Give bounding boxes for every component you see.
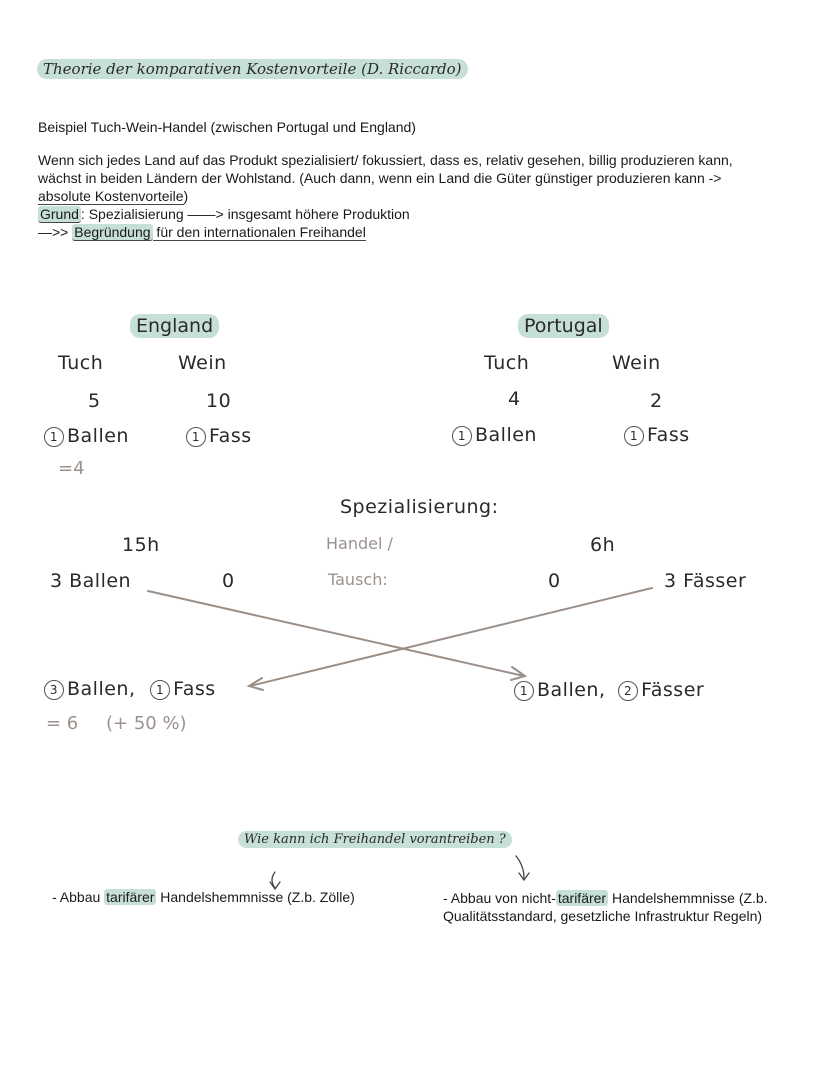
spezialisierung-title: Spezialisierung: (340, 496, 499, 518)
answer-right-line-1: - Abbau von nicht- tarifärer Handelshemmnisse (Z.b. (443, 890, 768, 906)
page-title: Theorie der komparativen Kostenvorteile (D. Riccardo) (37, 60, 468, 78)
portugal-col-wein: Wein (612, 352, 661, 374)
paragraph-line-3: absolute Kostenvorteile) (38, 188, 189, 204)
answer-right-line-2: Qualitätsstandard, gesetzliche Infrastruktur Regeln) (443, 908, 763, 924)
england-unit-tuch: 1 Ballen (44, 425, 129, 447)
england-result: 3 Ballen, 1 Fass (44, 678, 216, 700)
absolute-kostenvorteile-link: absolute Kostenvorteile (38, 188, 184, 204)
england-unit-wein: 1 Fass (186, 425, 252, 447)
grund-label: Grund (40, 206, 79, 222)
paragraph-line-2: wächst in beiden Ländern der Wohlstand. (Auch dann, wenn ein Land die Güter günstiger produzieren kann -> (38, 170, 722, 186)
begruendung-word: Begründung (74, 224, 151, 240)
portugal-spec-wein: 3 Fässer (664, 570, 747, 592)
england-spec-tuch: 3 Ballen (50, 570, 132, 592)
tarifaerer-highlight-right: tarifärer (557, 890, 607, 906)
portugal-col-tuch: Tuch (484, 352, 530, 374)
england-col-wein: Wein (178, 352, 227, 374)
portugal-hours: 6h (590, 534, 616, 556)
grund-line: Grund : Spezialisierung ——> insgesamt höhere Produktion (40, 206, 410, 222)
handel-label: Handel / (326, 534, 393, 553)
england-heading: England (130, 315, 219, 337)
portugal-result: 1 Ballen, 2 Fässer (514, 679, 704, 701)
begruendung-line: —>> Begründung für den internationalen Freihandel (38, 224, 366, 240)
portugal-heading: Portugal (518, 315, 609, 337)
portugal-val-wein: 2 (650, 390, 663, 412)
portugal-spec-tuch: 0 (548, 570, 561, 592)
portugal-val-tuch: 4 (508, 388, 521, 410)
portugal-unit-wein: 1 Fass (624, 424, 690, 446)
england-note: =4 (58, 458, 85, 479)
example-line: Beispiel Tuch-Wein-Handel (zwischen Portugal und England) (38, 119, 416, 135)
answer-left: - Abbau tarifärer Handelshemmnisse (Z.b. Zölle) (52, 889, 355, 905)
tausch-label: Tausch: (328, 570, 388, 589)
portugal-unit-tuch: 1 Ballen (452, 424, 537, 446)
england-val-tuch: 5 (88, 390, 101, 412)
arrow-portugal-to-england (250, 588, 652, 686)
england-spec-wein: 0 (222, 570, 235, 592)
tarifaerer-highlight-left: tarifärer (106, 889, 155, 905)
question-heading: Wie kann ich Freihandel vorantreiben ? (238, 832, 512, 847)
paragraph-line-1: Wenn sich jedes Land auf das Produkt spezialisiert/ fokussiert, dass es, relativ gesehen, billig produzieren kann, (38, 152, 733, 168)
england-val-wein: 10 (206, 390, 232, 412)
england-hours: 15h (122, 534, 160, 556)
england-result-note: = 6 (+ 50 %) (46, 713, 187, 734)
england-col-tuch: Tuch (58, 352, 104, 374)
